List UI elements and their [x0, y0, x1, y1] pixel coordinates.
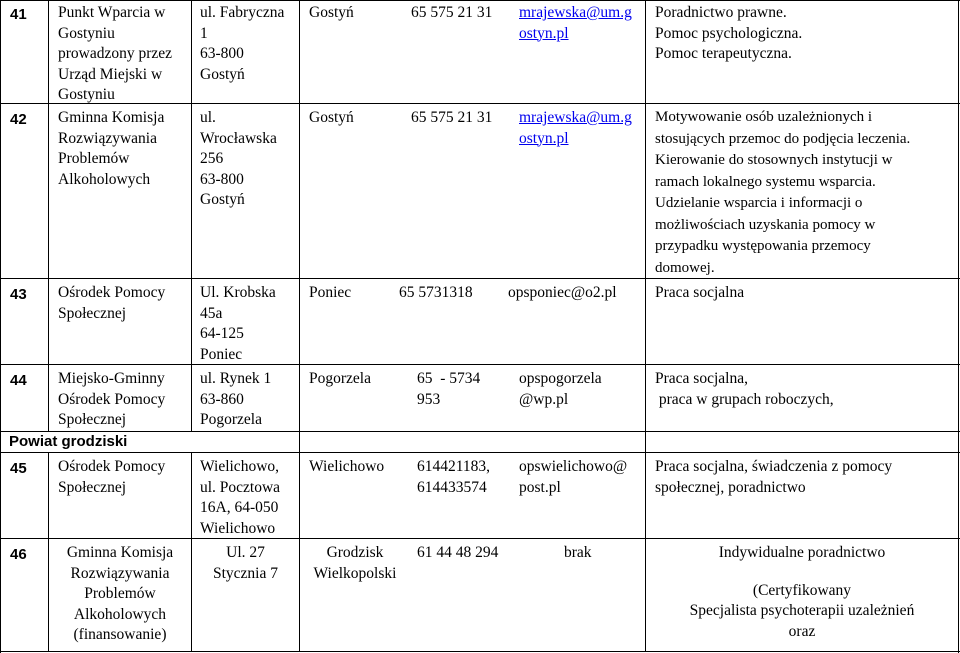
address — [200, 108, 277, 211]
email-line: @wp.pl — [519, 390, 569, 408]
services — [655, 457, 892, 498]
address-line: 45a — [200, 304, 223, 322]
town: Gostyń — [309, 4, 354, 21]
email-link[interactable] — [519, 3, 632, 44]
organization-name — [58, 457, 165, 498]
service-line: Kierowanie do stosownych instytucji w — [655, 152, 893, 168]
address-line: 63-800 — [200, 170, 244, 188]
name-line: prowadzony przez — [58, 45, 173, 62]
service-line: Specjalista psychoterapii uzależnień — [689, 602, 915, 619]
address-line: 63-800 — [200, 45, 244, 62]
services — [655, 369, 834, 410]
email: brak — [564, 544, 592, 561]
phone-line: 953 — [417, 390, 441, 408]
service-line: stosujących przemoc do podjęcia leczenia. — [655, 130, 911, 147]
email-line: post.pl — [519, 478, 561, 496]
town: Pogorzela — [309, 370, 371, 387]
table-top-border — [0, 0, 960, 1]
phone: 61 44 48 294 — [417, 544, 499, 561]
address-line: 63-860 — [200, 390, 244, 408]
name-line: Rozwiązywania — [58, 129, 157, 147]
name-line: Problemów — [58, 150, 130, 167]
service-line: Praca socjalna, — [655, 370, 748, 387]
phone — [417, 369, 480, 410]
address-line: Stycznia 7 — [213, 564, 278, 582]
row-number: 46 — [10, 546, 27, 563]
column-border — [958, 0, 959, 653]
email-line: opspogorzela — [519, 370, 602, 387]
name-line: Miejsko-Gminny — [58, 370, 165, 387]
service-line: Pomoc psychologiczna. — [655, 24, 803, 42]
services — [655, 107, 910, 279]
email-line: opswielichowo@ — [519, 458, 628, 475]
service-line: ramach lokalnego systemu wsparcia. — [655, 173, 876, 190]
address-line: Pogorzela — [200, 411, 262, 428]
address-line: 16A, 64-050 — [200, 499, 279, 516]
address-line: ul. — [200, 109, 216, 126]
organization-name — [58, 369, 165, 431]
phone: 65 575 21 31 — [411, 109, 493, 126]
town: Gostyń — [309, 109, 354, 126]
name-line: Społecznej — [58, 411, 127, 428]
column-border — [191, 0, 192, 431]
column-border — [0, 0, 1, 653]
service-line: oraz — [788, 622, 816, 640]
town: Wielichowo — [309, 458, 385, 475]
service-line: społecznej, poradnictwo — [655, 478, 806, 496]
phone — [417, 457, 490, 498]
name-line: Społecznej — [58, 478, 127, 496]
name-line: Społecznej — [58, 304, 127, 322]
services: Praca socjalna — [655, 284, 745, 301]
address — [192, 543, 299, 584]
phone-line: 614421183, — [417, 458, 491, 475]
service-line: Indywidualne poradnictwo — [718, 544, 886, 561]
row-divider — [0, 364, 960, 365]
row-divider — [0, 538, 960, 539]
town-line: Wielkopolski — [313, 564, 397, 582]
name-line: (finansowanie) — [73, 626, 167, 643]
phone-line: 614433574 — [417, 478, 487, 496]
email-line[interactable]: ostyn.pl — [519, 129, 569, 147]
email — [519, 369, 602, 410]
name-line: Gostyniu — [58, 24, 115, 42]
address — [200, 3, 284, 85]
address-line: 256 — [200, 150, 224, 167]
organization-name — [58, 108, 164, 190]
email-line[interactable]: mrajewska@um.g — [519, 109, 632, 126]
town: Poniec — [309, 284, 352, 301]
column-border — [48, 0, 49, 431]
email-line[interactable]: mrajewska@um.g — [519, 4, 632, 21]
address — [200, 283, 276, 365]
address-line: Gostyń — [200, 191, 245, 208]
name-line: Rozwiązywania — [70, 564, 170, 582]
service-line: przypadku występowania przemocy — [655, 238, 871, 254]
name-line: Ośrodek Pomocy — [58, 458, 166, 475]
name-line: Punkt Wparcia w — [58, 4, 166, 21]
address-line: Wielichowo — [200, 519, 276, 537]
address-line: Gostyń — [200, 65, 245, 83]
table-bottom-border — [0, 651, 960, 652]
service-line: domowej. — [655, 259, 715, 276]
address-line: Ul. Krobska — [200, 284, 276, 301]
name-line: Alkoholowych — [58, 170, 151, 188]
email: opsponiec@o2.pl — [508, 284, 617, 301]
town-line: Grodzisk — [326, 544, 384, 561]
organization-name — [49, 543, 191, 646]
service-line: Motywowanie osób uzależnionych i — [655, 109, 873, 125]
address-line: 1 — [200, 24, 208, 42]
name-line: Ośrodek Pomocy — [58, 284, 166, 301]
phone: 65 575 21 31 — [411, 4, 493, 21]
address-line: ul. Pocztowa — [200, 478, 281, 496]
service-line: (Certyfikowany — [752, 581, 852, 599]
name-line: Gminna Komisja — [66, 544, 174, 561]
address-line: ul. Rynek 1 — [200, 370, 272, 387]
phone-line: 65 - 5734 — [417, 370, 481, 387]
service-line: Praca socjalna, świadczenia z pomocy — [655, 458, 893, 475]
row-divider — [0, 452, 960, 453]
email-link[interactable] — [519, 108, 632, 149]
address — [200, 457, 280, 539]
name-line: Gostyniu — [58, 86, 115, 103]
address-line: Wielichowo, — [200, 458, 280, 475]
row-number: 45 — [10, 460, 27, 477]
section-heading: Powiat grodziski — [9, 433, 128, 450]
service-line: możliwościach uzyskania pomocy w — [655, 216, 876, 233]
row-number: 43 — [10, 286, 27, 303]
name-line: Urząd Miejski w — [58, 65, 163, 83]
address-line: Poniec — [200, 345, 243, 363]
address-line: Ul. 27 — [226, 544, 265, 561]
service-line: praca w grupach roboczych, — [655, 390, 834, 408]
organization-name — [58, 3, 172, 106]
name-line: Gminna Komisja — [58, 109, 165, 126]
email — [519, 457, 627, 498]
service-line: Pomoc terapeutyczna. — [655, 45, 792, 62]
address — [200, 369, 271, 431]
organization-name — [58, 283, 165, 324]
row-divider — [0, 431, 960, 432]
email-line[interactable]: ostyn.pl — [519, 24, 569, 42]
row-number: 41 — [10, 6, 27, 23]
name-line: Alkoholowych — [73, 605, 167, 623]
service-line: Poradnictwo prawne. — [655, 4, 787, 21]
service-line: Udzielanie wsparcia i informacji o — [655, 195, 863, 211]
address-line: 64-125 — [200, 325, 244, 342]
services — [646, 543, 958, 642]
service-line — [646, 564, 958, 581]
address-line: ul. Fabryczna — [200, 4, 285, 21]
name-line: Problemów — [84, 585, 156, 602]
services — [655, 3, 802, 65]
row-number: 44 — [10, 372, 27, 389]
row-number: 42 — [10, 111, 27, 128]
address-line: Wrocławska — [200, 129, 277, 147]
phone: 65 5731318 — [399, 284, 473, 301]
name-line: Ośrodek Pomocy — [58, 390, 166, 408]
town — [300, 543, 410, 584]
